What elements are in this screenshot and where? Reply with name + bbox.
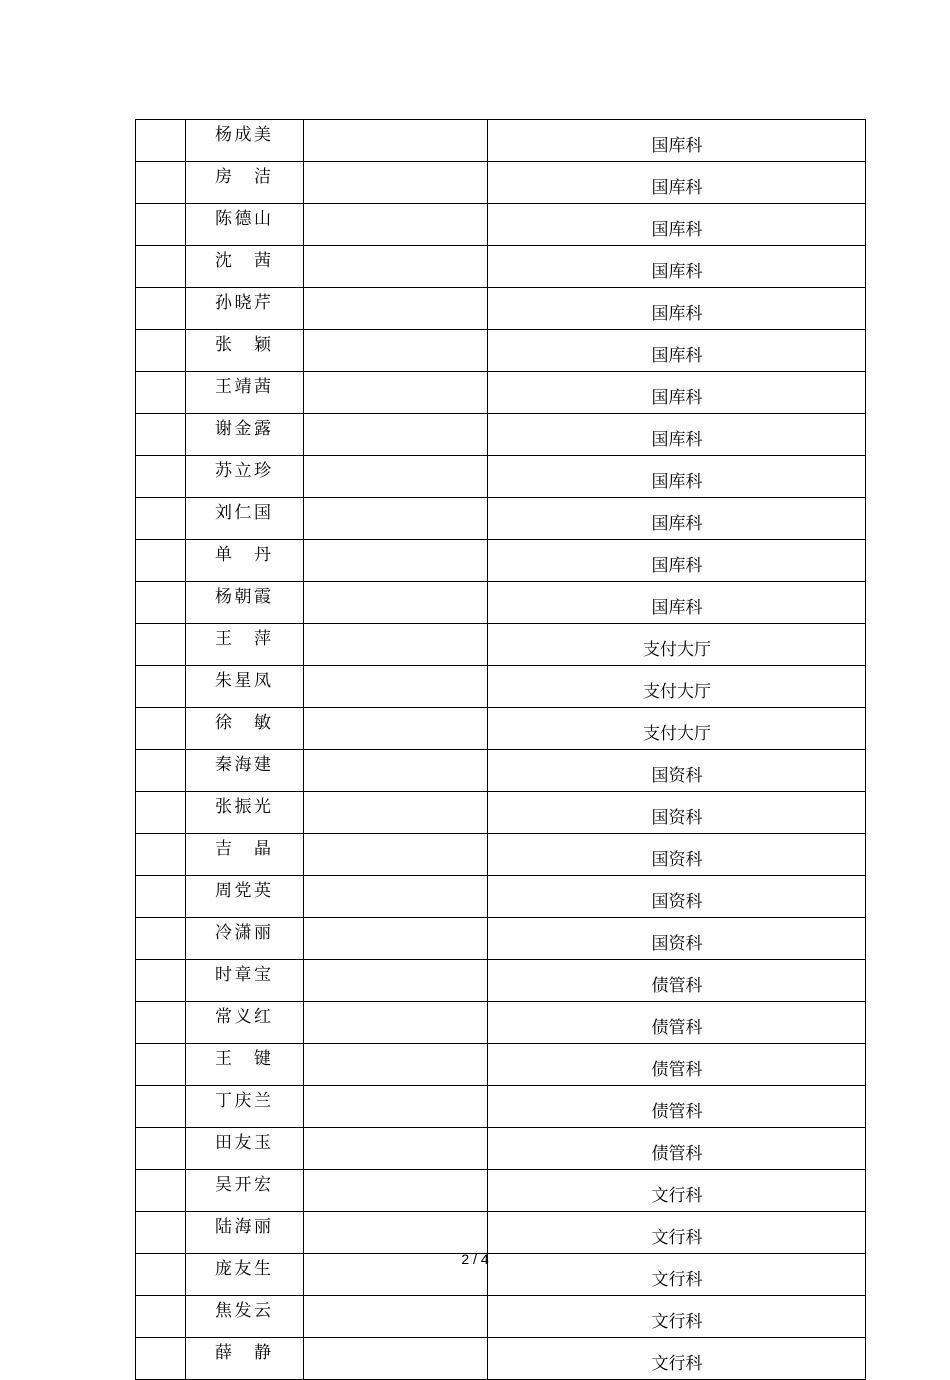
table-row	[136, 330, 866, 372]
blank-cell	[304, 624, 488, 666]
department-cell: 文行科	[488, 1212, 866, 1254]
index-cell	[136, 1086, 186, 1128]
blank-cell	[304, 1044, 488, 1086]
table-row	[136, 876, 866, 918]
index-cell	[136, 876, 186, 918]
blank-cell	[304, 1002, 488, 1044]
department-cell: 债管科	[488, 1044, 866, 1086]
blank-cell	[304, 918, 488, 960]
department-cell: 文行科	[488, 1254, 866, 1296]
index-cell	[136, 288, 186, 330]
table-row	[136, 246, 866, 288]
index-cell	[136, 498, 186, 540]
index-cell	[136, 204, 186, 246]
name-text: 朱星凤	[215, 671, 271, 691]
index-cell	[136, 540, 186, 582]
name-text: 庞友生	[215, 1259, 271, 1279]
name-text: 孙晓芹	[215, 293, 271, 313]
blank-cell	[304, 1212, 488, 1254]
index-cell	[136, 708, 186, 750]
name-cell	[186, 540, 304, 582]
index-cell	[136, 120, 186, 162]
index-cell	[136, 1296, 186, 1338]
name-text: 徐敏	[215, 713, 271, 733]
department-cell: 国库科	[488, 540, 866, 582]
name-text: 薛静	[215, 1343, 271, 1363]
name-cell	[186, 288, 304, 330]
table-row	[136, 960, 866, 1002]
index-cell	[136, 456, 186, 498]
table-row	[136, 918, 866, 960]
name-cell	[186, 372, 304, 414]
index-cell	[136, 624, 186, 666]
department-cell: 债管科	[488, 960, 866, 1002]
index-cell	[136, 1338, 186, 1380]
department-cell: 国资科	[488, 876, 866, 918]
name-text: 王靖茜	[215, 377, 271, 397]
name-cell	[186, 330, 304, 372]
table-row	[136, 582, 866, 624]
department-cell: 国库科	[488, 330, 866, 372]
name-cell	[186, 204, 304, 246]
department-cell: 国库科	[488, 372, 866, 414]
name-cell	[186, 876, 304, 918]
table-row	[136, 162, 866, 204]
table-row	[136, 1296, 866, 1338]
blank-cell	[304, 1086, 488, 1128]
blank-cell	[304, 456, 488, 498]
department-cell: 文行科	[488, 1296, 866, 1338]
index-cell	[136, 372, 186, 414]
blank-cell	[304, 204, 488, 246]
blank-cell	[304, 120, 488, 162]
department-cell: 国资科	[488, 918, 866, 960]
name-text: 苏立珍	[215, 461, 271, 481]
index-cell	[136, 750, 186, 792]
index-cell	[136, 792, 186, 834]
department-cell: 支付大厅	[488, 666, 866, 708]
blank-cell	[304, 162, 488, 204]
name-text: 周党英	[215, 881, 271, 901]
blank-cell	[304, 288, 488, 330]
name-text: 陈德山	[215, 209, 271, 229]
name-cell	[186, 246, 304, 288]
blank-cell	[304, 582, 488, 624]
name-text: 杨朝霞	[215, 587, 271, 607]
name-text: 谢金露	[215, 419, 271, 439]
name-text: 王萍	[215, 629, 271, 649]
table-row	[136, 792, 866, 834]
name-cell	[186, 792, 304, 834]
name-cell	[186, 834, 304, 876]
name-text: 陆海丽	[215, 1217, 271, 1237]
table-row	[136, 750, 866, 792]
index-cell	[136, 582, 186, 624]
blank-cell	[304, 750, 488, 792]
table-row	[136, 1044, 866, 1086]
name-text: 单丹	[215, 545, 271, 565]
blank-cell	[304, 1338, 488, 1380]
name-cell	[186, 1170, 304, 1212]
table-row	[136, 540, 866, 582]
index-cell	[136, 1170, 186, 1212]
blank-cell	[304, 540, 488, 582]
department-cell: 国库科	[488, 162, 866, 204]
table-row	[136, 372, 866, 414]
index-cell	[136, 1002, 186, 1044]
table-row	[136, 1338, 866, 1380]
department-cell: 国库科	[488, 414, 866, 456]
name-cell	[186, 708, 304, 750]
name-cell	[186, 162, 304, 204]
name-cell	[186, 1296, 304, 1338]
name-text: 常义红	[215, 1007, 271, 1027]
department-cell: 国库科	[488, 120, 866, 162]
department-cell: 债管科	[488, 1002, 866, 1044]
blank-cell	[304, 1128, 488, 1170]
staff-table	[135, 119, 866, 1380]
table-row	[136, 1002, 866, 1044]
department-cell: 国库科	[488, 246, 866, 288]
table-row	[136, 1128, 866, 1170]
name-cell	[186, 918, 304, 960]
name-text: 冷潇丽	[215, 923, 271, 943]
department-cell: 国库科	[488, 582, 866, 624]
name-text: 刘仁国	[215, 503, 271, 523]
blank-cell	[304, 666, 488, 708]
name-text: 张颖	[215, 335, 271, 355]
name-cell	[186, 624, 304, 666]
name-text: 吴开宏	[215, 1175, 271, 1195]
index-cell	[136, 666, 186, 708]
name-cell	[186, 1044, 304, 1086]
department-cell: 债管科	[488, 1086, 866, 1128]
name-cell	[186, 750, 304, 792]
blank-cell	[304, 414, 488, 456]
index-cell	[136, 960, 186, 1002]
blank-cell	[304, 834, 488, 876]
name-text: 房洁	[215, 167, 271, 187]
table-row	[136, 1086, 866, 1128]
index-cell	[136, 246, 186, 288]
staff-table-body	[136, 120, 866, 1380]
name-cell	[186, 666, 304, 708]
table-row	[136, 834, 866, 876]
name-text: 秦海建	[215, 755, 271, 775]
name-cell	[186, 1212, 304, 1254]
name-text: 焦发云	[215, 1301, 271, 1321]
index-cell	[136, 834, 186, 876]
index-cell	[136, 414, 186, 456]
name-text: 吉晶	[215, 839, 271, 859]
blank-cell	[304, 246, 488, 288]
name-cell	[186, 120, 304, 162]
department-cell: 国库科	[488, 456, 866, 498]
name-cell	[186, 1002, 304, 1044]
department-cell: 文行科	[488, 1170, 866, 1212]
name-cell	[186, 960, 304, 1002]
blank-cell	[304, 1170, 488, 1212]
name-text: 田友玉	[215, 1133, 271, 1153]
department-cell: 国资科	[488, 834, 866, 876]
table-row	[136, 414, 866, 456]
name-text: 王键	[215, 1049, 271, 1069]
department-cell: 国库科	[488, 498, 866, 540]
department-cell: 国库科	[488, 204, 866, 246]
table-row	[136, 1170, 866, 1212]
name-text: 张振光	[215, 797, 271, 817]
table-row	[136, 666, 866, 708]
table-row	[136, 456, 866, 498]
table-row	[136, 288, 866, 330]
table-row	[136, 708, 866, 750]
table-row	[136, 120, 866, 162]
department-cell: 国资科	[488, 792, 866, 834]
department-cell: 债管科	[488, 1128, 866, 1170]
index-cell	[136, 1212, 186, 1254]
blank-cell	[304, 330, 488, 372]
page-number: 2 / 4	[461, 1251, 489, 1267]
blank-cell	[304, 708, 488, 750]
name-cell	[186, 456, 304, 498]
index-cell	[136, 1128, 186, 1170]
department-cell: 国资科	[488, 750, 866, 792]
name-cell	[186, 582, 304, 624]
department-cell: 国库科	[488, 288, 866, 330]
blank-cell	[304, 960, 488, 1002]
name-text: 杨成美	[215, 125, 271, 145]
name-cell	[186, 1338, 304, 1380]
index-cell	[136, 330, 186, 372]
name-cell	[186, 414, 304, 456]
name-text: 时章宝	[215, 965, 271, 985]
index-cell	[136, 162, 186, 204]
table-row	[136, 498, 866, 540]
department-cell: 支付大厅	[488, 624, 866, 666]
table-row	[136, 204, 866, 246]
name-text: 沈茜	[215, 251, 271, 271]
blank-cell	[304, 1296, 488, 1338]
name-text: 丁庆兰	[215, 1091, 271, 1111]
blank-cell	[304, 876, 488, 918]
blank-cell	[304, 372, 488, 414]
department-cell: 文行科	[488, 1338, 866, 1380]
index-cell	[136, 918, 186, 960]
department-cell: 支付大厅	[488, 708, 866, 750]
name-cell	[186, 1128, 304, 1170]
blank-cell	[304, 792, 488, 834]
blank-cell	[304, 498, 488, 540]
table-row	[136, 1212, 866, 1254]
name-cell	[186, 1086, 304, 1128]
index-cell	[136, 1044, 186, 1086]
table-row	[136, 624, 866, 666]
name-cell	[186, 498, 304, 540]
